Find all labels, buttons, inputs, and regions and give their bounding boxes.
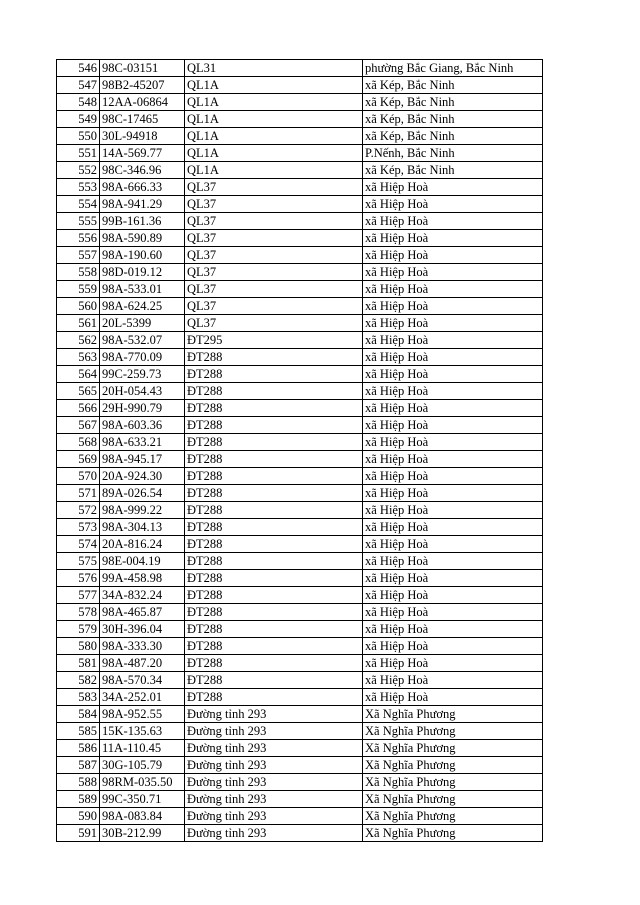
location-cell: xã Kép, Bắc Ninh [363,128,543,145]
road-cell: Đường tỉnh 293 [185,825,363,842]
table-row [57,434,543,451]
table-row [57,94,543,111]
plate-number-cell: 98A-333.30 [100,638,185,655]
plate-number-cell: 98A-570.34 [100,672,185,689]
road-cell: QL37 [185,247,363,264]
table-body [57,60,543,842]
row-number-cell: 548 [57,94,100,111]
location-cell: xã Hiệp Hoà [363,621,543,638]
table-row [57,451,543,468]
plate-number-cell: 98A-533.01 [100,281,185,298]
table-row [57,213,543,230]
plate-number-cell: 30B-212.99 [100,825,185,842]
road-cell: ĐT288 [185,451,363,468]
location-cell: xã Hiệp Hoà [363,689,543,706]
location-cell: Xã Nghĩa Phương [363,740,543,757]
road-cell: ĐT288 [185,400,363,417]
road-cell: ĐT288 [185,689,363,706]
row-number-cell: 557 [57,247,100,264]
road-cell: ĐT288 [185,604,363,621]
road-cell: ĐT288 [185,383,363,400]
road-cell: ĐT288 [185,638,363,655]
road-cell: ĐT288 [185,468,363,485]
table-row [57,230,543,247]
plate-number-cell: 98A-590.89 [100,230,185,247]
table-row [57,740,543,757]
road-cell: ĐT288 [185,536,363,553]
location-cell: xã Hiệp Hoà [363,264,543,281]
road-cell: QL37 [185,264,363,281]
table-row [57,145,543,162]
plate-number-cell: 98A-532.07 [100,332,185,349]
row-number-cell: 572 [57,502,100,519]
location-cell: xã Hiệp Hoà [363,400,543,417]
plate-number-cell: 89A-026.54 [100,485,185,502]
plate-number-cell: 98A-952.55 [100,706,185,723]
plate-number-cell: 20A-924.30 [100,468,185,485]
row-number-cell: 586 [57,740,100,757]
plate-number-cell: 99C-259.73 [100,366,185,383]
plate-number-cell: 98C-17465 [100,111,185,128]
row-number-cell: 554 [57,196,100,213]
plate-number-cell: 98A-304.13 [100,519,185,536]
row-number-cell: 563 [57,349,100,366]
location-cell: xã Hiệp Hoà [363,213,543,230]
location-cell: xã Hiệp Hoà [363,179,543,196]
row-number-cell: 585 [57,723,100,740]
row-number-cell: 583 [57,689,100,706]
plate-number-cell: 29H-990.79 [100,400,185,417]
road-cell: QL1A [185,162,363,179]
location-cell: xã Hiệp Hoà [363,366,543,383]
plate-number-cell: 20H-054.43 [100,383,185,400]
road-cell: QL37 [185,196,363,213]
plate-number-cell: 30L-94918 [100,128,185,145]
road-cell: QL37 [185,179,363,196]
road-cell: Đường tỉnh 293 [185,723,363,740]
plate-number-cell: 30G-105.79 [100,757,185,774]
table-row [57,791,543,808]
plate-number-cell: 98A-465.87 [100,604,185,621]
table-row [57,808,543,825]
location-cell: xã Hiệp Hoà [363,281,543,298]
location-cell: Xã Nghĩa Phương [363,706,543,723]
road-cell: ĐT288 [185,349,363,366]
row-number-cell: 559 [57,281,100,298]
table-row [57,111,543,128]
row-number-cell: 553 [57,179,100,196]
road-cell: ĐT288 [185,587,363,604]
row-number-cell: 546 [57,60,100,77]
row-number-cell: 575 [57,553,100,570]
row-number-cell: 578 [57,604,100,621]
location-cell: xã Hiệp Hoà [363,298,543,315]
plate-number-cell: 98D-019.12 [100,264,185,281]
location-cell: xã Hiệp Hoà [363,247,543,264]
road-cell: Đường tỉnh 293 [185,706,363,723]
plate-number-cell: 98A-603.36 [100,417,185,434]
plate-number-cell: 99A-458.98 [100,570,185,587]
table-row [57,519,543,536]
table-row [57,672,543,689]
table-row [57,825,543,842]
location-cell: xã Hiệp Hoà [363,468,543,485]
row-number-cell: 589 [57,791,100,808]
location-cell: xã Hiệp Hoà [363,519,543,536]
table-row [57,468,543,485]
road-cell: QL37 [185,281,363,298]
table-row [57,638,543,655]
plate-number-cell: 98A-666.33 [100,179,185,196]
plate-number-cell: 98E-004.19 [100,553,185,570]
table-row [57,587,543,604]
road-cell: QL37 [185,230,363,247]
location-cell: xã Hiệp Hoà [363,196,543,213]
road-cell: ĐT288 [185,519,363,536]
plate-number-cell: 98A-770.09 [100,349,185,366]
row-number-cell: 587 [57,757,100,774]
location-cell: Xã Nghĩa Phương [363,723,543,740]
location-cell: xã Kép, Bắc Ninh [363,111,543,128]
location-cell: xã Hiệp Hoà [363,604,543,621]
location-cell: xã Hiệp Hoà [363,349,543,366]
plate-number-cell: 98A-190.60 [100,247,185,264]
location-cell: xã Hiệp Hoà [363,434,543,451]
table-row [57,196,543,213]
row-number-cell: 580 [57,638,100,655]
row-number-cell: 582 [57,672,100,689]
road-cell: ĐT288 [185,553,363,570]
location-cell: xã Hiệp Hoà [363,536,543,553]
location-cell: xã Hiệp Hoà [363,502,543,519]
table-row [57,400,543,417]
table-row [57,162,543,179]
table-row [57,621,543,638]
row-number-cell: 566 [57,400,100,417]
plate-number-cell: 98A-999.22 [100,502,185,519]
row-number-cell: 570 [57,468,100,485]
plate-number-cell: 98C-346.96 [100,162,185,179]
road-cell: Đường tỉnh 293 [185,774,363,791]
road-cell: ĐT288 [185,502,363,519]
location-cell: xã Hiệp Hoà [363,417,543,434]
row-number-cell: 579 [57,621,100,638]
road-cell: QL1A [185,111,363,128]
table-row [57,536,543,553]
table-row [57,298,543,315]
plate-number-cell: 98A-941.29 [100,196,185,213]
row-number-cell: 558 [57,264,100,281]
plate-number-cell: 98A-487.20 [100,655,185,672]
location-cell: Xã Nghĩa Phương [363,757,543,774]
location-cell: xã Hiệp Hoà [363,451,543,468]
location-cell: xã Kép, Bắc Ninh [363,94,543,111]
table-row [57,655,543,672]
plate-number-cell: 15K-135.63 [100,723,185,740]
plate-number-cell: 30H-396.04 [100,621,185,638]
location-cell: Xã Nghĩa Phương [363,808,543,825]
road-cell: ĐT288 [185,366,363,383]
row-number-cell: 560 [57,298,100,315]
plate-number-cell: 98A-633.21 [100,434,185,451]
plate-number-cell: 34A-832.24 [100,587,185,604]
road-cell: ĐT288 [185,655,363,672]
plate-number-cell: 34A-252.01 [100,689,185,706]
road-cell: QL1A [185,128,363,145]
table-row [57,128,543,145]
road-cell: ĐT288 [185,485,363,502]
row-number-cell: 590 [57,808,100,825]
row-number-cell: 564 [57,366,100,383]
location-cell: xã Hiệp Hoà [363,383,543,400]
row-number-cell: 574 [57,536,100,553]
plate-number-cell: 98A-083.84 [100,808,185,825]
table-row [57,247,543,264]
row-number-cell: 551 [57,145,100,162]
plate-number-cell: 98B2-45207 [100,77,185,94]
table-row [57,604,543,621]
location-cell: phường Bắc Giang, Bắc Ninh [363,60,543,77]
road-cell: ĐT288 [185,417,363,434]
violations-table [56,59,543,842]
location-cell: xã Kép, Bắc Ninh [363,162,543,179]
table-row [57,383,543,400]
plate-number-cell: 11A-110.45 [100,740,185,757]
table-row [57,417,543,434]
road-cell: ĐT288 [185,434,363,451]
road-cell: ĐT288 [185,672,363,689]
table-row [57,264,543,281]
location-cell: xã Hiệp Hoà [363,332,543,349]
table-row [57,706,543,723]
row-number-cell: 568 [57,434,100,451]
table-row [57,502,543,519]
row-number-cell: 556 [57,230,100,247]
road-cell: QL1A [185,145,363,162]
row-number-cell: 561 [57,315,100,332]
row-number-cell: 577 [57,587,100,604]
row-number-cell: 555 [57,213,100,230]
road-cell: Đường tỉnh 293 [185,808,363,825]
row-number-cell: 573 [57,519,100,536]
road-cell: ĐT288 [185,570,363,587]
road-cell: Đường tỉnh 293 [185,791,363,808]
plate-number-cell: 98C-03151 [100,60,185,77]
location-cell: xã Hiệp Hoà [363,638,543,655]
row-number-cell: 549 [57,111,100,128]
location-cell: Xã Nghĩa Phương [363,774,543,791]
table-row [57,60,543,77]
table-row [57,315,543,332]
road-cell: QL1A [185,94,363,111]
table-row [57,774,543,791]
location-cell: xã Hiệp Hoà [363,230,543,247]
table-row [57,349,543,366]
table-row [57,77,543,94]
road-cell: QL37 [185,213,363,230]
row-number-cell: 547 [57,77,100,94]
location-cell: Xã Nghĩa Phương [363,791,543,808]
location-cell: xã Hiệp Hoà [363,553,543,570]
table-row [57,757,543,774]
road-cell: QL1A [185,77,363,94]
plate-number-cell: 98RM-035.50 [100,774,185,791]
table-row [57,179,543,196]
location-cell: P.Nếnh, Bắc Ninh [363,145,543,162]
table-row [57,485,543,502]
table-row [57,281,543,298]
table-row [57,723,543,740]
table-row [57,689,543,706]
row-number-cell: 588 [57,774,100,791]
row-number-cell: 565 [57,383,100,400]
location-cell: xã Hiệp Hoà [363,655,543,672]
location-cell: xã Hiệp Hoà [363,672,543,689]
row-number-cell: 550 [57,128,100,145]
row-number-cell: 584 [57,706,100,723]
road-cell: QL37 [185,315,363,332]
location-cell: xã Hiệp Hoà [363,485,543,502]
row-number-cell: 567 [57,417,100,434]
row-number-cell: 562 [57,332,100,349]
road-cell: QL31 [185,60,363,77]
plate-number-cell: 12AA-06864 [100,94,185,111]
plate-number-cell: 99B-161.36 [100,213,185,230]
plate-number-cell: 98A-945.17 [100,451,185,468]
row-number-cell: 569 [57,451,100,468]
row-number-cell: 576 [57,570,100,587]
table-row [57,570,543,587]
road-cell: Đường tỉnh 293 [185,740,363,757]
location-cell: xã Hiệp Hoà [363,570,543,587]
row-number-cell: 571 [57,485,100,502]
location-cell: Xã Nghĩa Phương [363,825,543,842]
plate-number-cell: 20L-5399 [100,315,185,332]
table-row [57,332,543,349]
location-cell: xã Hiệp Hoà [363,315,543,332]
row-number-cell: 591 [57,825,100,842]
location-cell: xã Hiệp Hoà [363,587,543,604]
plate-number-cell: 98A-624.25 [100,298,185,315]
road-cell: ĐT288 [185,621,363,638]
road-cell: Đường tỉnh 293 [185,757,363,774]
row-number-cell: 552 [57,162,100,179]
road-cell: ĐT295 [185,332,363,349]
plate-number-cell: 20A-816.24 [100,536,185,553]
row-number-cell: 581 [57,655,100,672]
location-cell: xã Kép, Bắc Ninh [363,77,543,94]
plate-number-cell: 99C-350.71 [100,791,185,808]
table-row [57,366,543,383]
plate-number-cell: 14A-569.77 [100,145,185,162]
table-row [57,553,543,570]
road-cell: QL37 [185,298,363,315]
